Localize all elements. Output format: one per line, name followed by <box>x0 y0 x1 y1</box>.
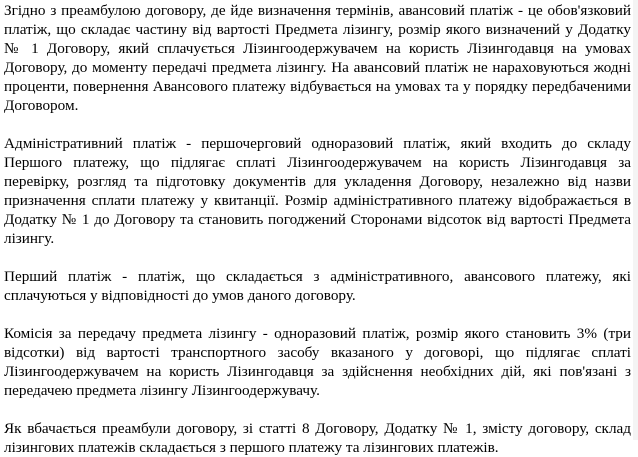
vertical-scrollbar[interactable] <box>633 0 638 440</box>
paragraph-administrative-payment: Адміністративний платіж - першочерговий одноразовий платіж, який входить до складу Першого платежу, що підлягає сплаті Лізингоодержувачем на користь Лізингодавця за перевірку, розгляд та підготовку документів для укладення Договору, незалежно від назви призначення сплати платежу у квитанції. Розмір адміністративного платежу відображається в Додатку № 1 до Договору та становить погоджений Сторонами відсоток від вартості Предмета лізингу. <box>4 135 631 247</box>
paragraph-lease-payments-composition: Як вбачається преамбули договору, зі статті 8 Договору, Додатку № 1, змісту договору, склад лізингових платежів складається з першого платежу та лізингових платежів. <box>4 420 631 456</box>
paragraph-transfer-commission: Комісія за передачу предмета лізингу - одноразовий платіж, розмір якого становить 3% (три відсотки) від вартості транспортного засобу вказаного у договорі, що підлягає сплаті Лізингоодержувачем на користь Лізингодавця за здійснення необхідних дій, які пов'язані з передачею предмета лізингу Лізингоодержувачу. <box>4 325 631 399</box>
paragraph-first-payment: Перший платіж - платіж, що складається з адміністративного, авансового платежу, які сплачуються у відповідності до умов даного договору. <box>4 268 631 304</box>
paragraph-advance-payment: Згідно з преамбулою договору, де йде визначення термінів, авансовий платіж - це обов'язковий платіж, що складає частину від вартості Предмета лізингу, розмір якого визначений у Додатку № 1 Договору, який сплачується Лізингоодержувачем на користь Лізингодавця на умовах Договору, до моменту передачі предмета лізингу. На авансовий платіж не нараховуються жодні проценти, повернення Авансового платежу відбувається на умовах та у порядку передбаченими Договором. <box>4 2 631 114</box>
document-body <box>4 1 631 457</box>
